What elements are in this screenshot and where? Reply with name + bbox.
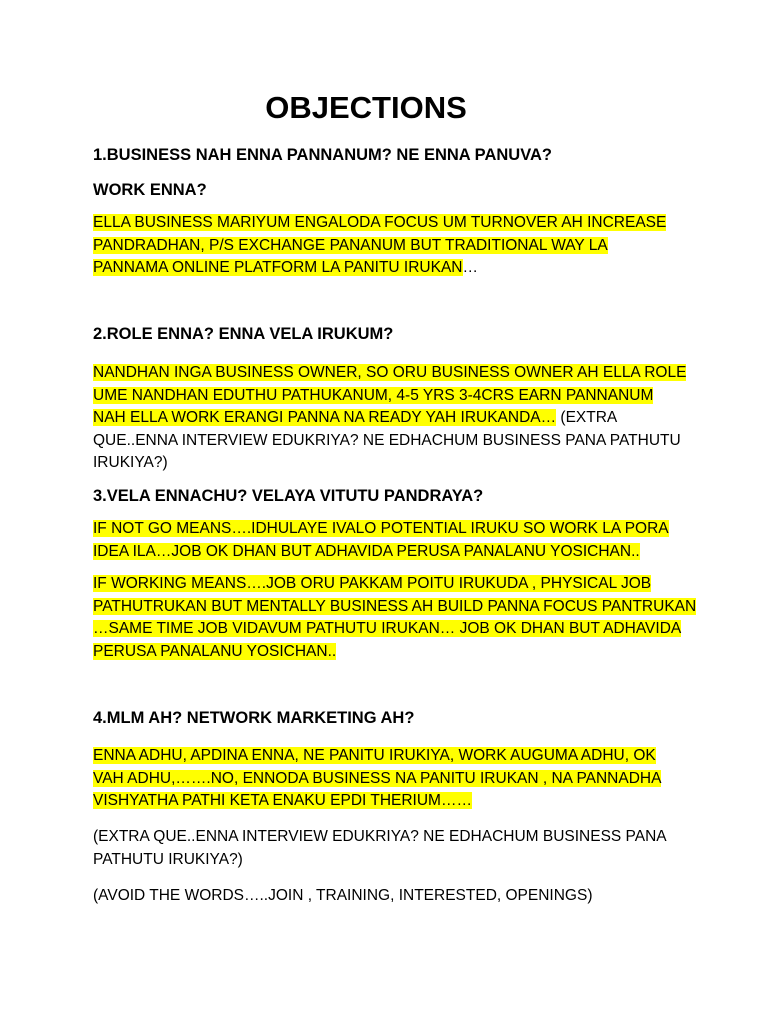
q1-answer-line-2 [93, 235, 693, 258]
q1-answer-tail: … [462, 259, 478, 276]
q2-extra-line-2: IRUKIYA?) [93, 454, 168, 471]
q4-avoid-line: (AVOID THE WORDS…..JOIN , TRAINING, INTERESTED, OPENINGS) [93, 887, 593, 904]
highlight: PANNAMA ONLINE PLATFORM LA PANITU IRUKAN [93, 259, 463, 276]
q2-extra-line-1: QUE..ENNA INTERVIEW EDUKRIYA? NE EDHACHUM BUSINESS PANA PATHUTU [93, 431, 681, 449]
highlight: ENNA ADHU, APDINA ENNA, NE PANITU IRUKIYA, WORK AUGUMA ADHU, OK [93, 747, 656, 764]
q3-answer-2 [93, 573, 697, 663]
q4-avoid [93, 885, 693, 908]
q3-answer-1 [93, 518, 693, 563]
highlight: UME NANDHAN EDUTHU PATHUKANUM, 4-5 YRS 3-4CRS EARN PANNANUM [93, 386, 654, 404]
q1-answer-line-1 [93, 212, 693, 235]
highlight: NAH ELLA WORK ERANGI PANNA NA READY YAH IRUKANDA… [93, 409, 557, 426]
highlight: PANDRADHAN, P/S EXCHANGE PANANUM BUT TRADITIONAL WAY LA [93, 236, 608, 254]
highlight: NANDHAN INGA BUSINESS OWNER, SO ORU BUSINESS OWNER AH ELLA ROLE [93, 364, 687, 381]
q3-answer2-line-1 [93, 573, 693, 596]
highlight: VAH ADHU,…….NO, ENNODA BUSINESS NA PANITU IRUKAN , NA PANNADHA [93, 769, 662, 787]
q3-answer2-line-3 [93, 618, 693, 641]
q2-answer-line-3 [93, 407, 693, 430]
highlight: IF WORKING MEANS….JOB ORU PAKKAM POITU IRUKUDA , PHYSICAL JOB [93, 575, 652, 592]
q2-answer [93, 362, 693, 475]
q3-answer1-line-1 [93, 518, 693, 541]
page-title: OBJECTIONS [265, 90, 467, 125]
q2-extra-inline: (EXTRA [556, 409, 618, 426]
highlight: …SAME TIME JOB VIDAVUM PATHUTU IRUKAN… JOB OK DHAN BUT ADHAVIDA [93, 620, 682, 637]
q1-heading: 1.BUSINESS NAH ENNA PANNANUM? NE ENNA PANUVA? [93, 146, 552, 164]
q3-answer1-line-2 [93, 541, 693, 564]
q2-heading: 2.ROLE ENNA? ENNA VELA IRUKUM? [93, 325, 394, 343]
q3-answer2-line-2 [93, 596, 697, 619]
q1-answer-line-3 [93, 257, 693, 280]
q1-subheading: WORK ENNA? [93, 181, 207, 199]
q4-answer-line-2 [93, 768, 693, 791]
highlight: PATHUTRUKAN BUT MENTALLY BUSINESS AH BUILD PANNA FOCUS PANTRUKAN [93, 597, 697, 615]
highlight: ELLA BUSINESS MARIYUM ENGALODA FOCUS UM TURNOVER AH INCREASE [93, 214, 667, 231]
q4-extra-line-1: (EXTRA QUE..ENNA INTERVIEW EDUKRIYA? NE EDHACHUM BUSINESS PANA [93, 828, 667, 845]
q2-answer-line-1 [93, 362, 693, 385]
highlight: PERUSA PANALANU YOSICHAN.. [93, 642, 337, 660]
q3-heading: 3.VELA ENNACHU? VELAYA VITUTU PANDRAYA? [93, 487, 484, 505]
q3-answer2-line-4 [93, 641, 693, 664]
q4-answer [93, 745, 693, 813]
highlight: VISHYATHA PATHI KETA ENAKU EPDI THERIUM…… [93, 792, 472, 809]
q4-heading: 4.MLM AH? NETWORK MARKETING AH? [93, 709, 415, 727]
highlight: IF NOT GO MEANS….IDHULAYE IVALO POTENTIAL IRUKU SO WORK LA PORA [93, 520, 669, 537]
q4-answer-line-1 [93, 745, 693, 768]
q4-answer-line-3 [93, 790, 693, 813]
q1-answer [93, 212, 693, 280]
q2-answer-line-2 [93, 385, 693, 408]
q4-extra [93, 826, 693, 871]
highlight: IDEA ILA…JOB OK DHAN BUT ADHAVIDA PERUSA PANALANU YOSICHAN.. [93, 542, 640, 560]
q4-extra-line-2: PATHUTU IRUKIYA?) [93, 850, 243, 868]
